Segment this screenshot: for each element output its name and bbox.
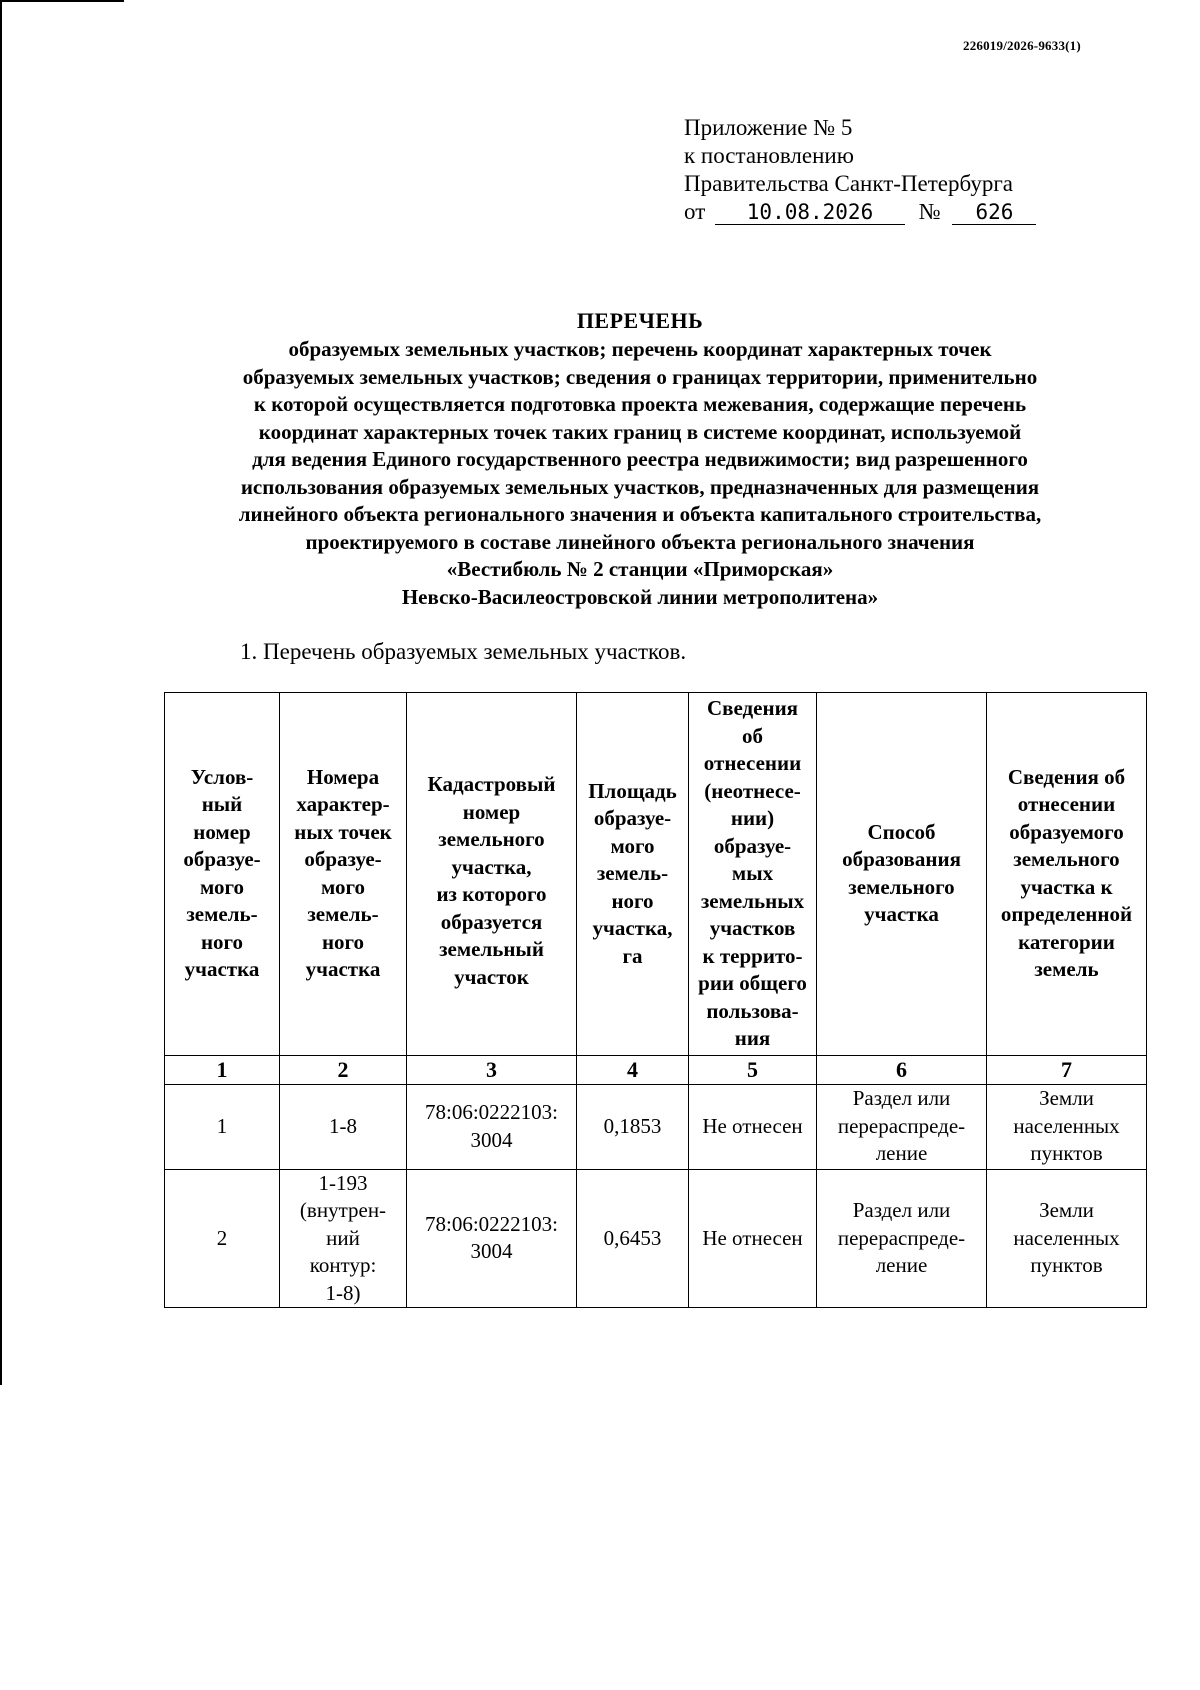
header-cadastral-number: Кадастровый номер земельного участка, из которого образуется земельный участок: [407, 693, 577, 1056]
title-line: «Вестибюль № 2 станции «Приморская»: [446, 557, 834, 581]
cell-cadastral-number: 78:06:0222103: 3004: [407, 1169, 577, 1308]
cell-formation-method: Раздел или перераспреде- ление: [817, 1084, 987, 1169]
column-number-row: [165, 1055, 1147, 1084]
cell-area: 0,1853: [577, 1084, 689, 1169]
land-plots-table: [164, 692, 1146, 1308]
section-heading: 1. Перечень образуемых земельных участков.: [240, 639, 687, 664]
title-line: образуемых земельных участков; перечень координат характерных точек: [288, 337, 992, 361]
title-line: координат характерных точек таких границ в системе координат, используемой: [258, 419, 1022, 444]
from-label: от: [684, 199, 706, 224]
number-label: №: [918, 199, 941, 224]
column-number: 5: [689, 1055, 817, 1084]
cell-land-category: Земли населенных пунктов: [987, 1084, 1147, 1169]
table-row: [165, 1169, 1147, 1308]
cell-area: 0,6453: [577, 1169, 689, 1308]
title-line: к которой осуществляется подготовка проекта межевания, содержащие перечень: [253, 392, 1027, 416]
title-line: образуемых земельных участков; сведения о границах территории, применительно: [242, 364, 1038, 389]
title-line: Невско-Василеостровской линии метрополитена»: [401, 584, 879, 609]
appendix-line-1: Приложение № 5: [684, 115, 853, 140]
cell-cadastral-number: 78:06:0222103: 3004: [407, 1084, 577, 1169]
document-registration-number: 226019/2026-9633(1): [963, 38, 1081, 53]
column-number: 7: [987, 1055, 1147, 1084]
cell-plot-number: 1: [165, 1084, 280, 1169]
cell-point-numbers: 1-8: [280, 1084, 407, 1169]
appendix-line-3: Правительства Санкт-Петербурга: [684, 171, 1013, 196]
header-plot-number: Услов- ный номер образуе- мого земель- ного участка: [165, 693, 280, 1056]
cell-public-use: Не отнесен: [689, 1084, 817, 1169]
title-line: линейного объекта регионального значения и объекта капитального строительства,: [238, 502, 1042, 526]
title-line: использования образуемых земельных участков, предназначенных для размещения: [240, 474, 1040, 499]
decree-number: 626: [952, 200, 1036, 225]
table-header-row: [165, 693, 1147, 1056]
cell-land-category: Земли населенных пунктов: [987, 1169, 1147, 1308]
title-main: ПЕРЕЧЕНЬ: [576, 308, 704, 333]
title-body: [150, 336, 1130, 611]
title-line: для ведения Единого государственного реестра недвижимости; вид разрешенного: [252, 447, 1028, 471]
column-number: 6: [817, 1055, 987, 1084]
scan-edge-top: [0, 0, 124, 2]
scan-edge-left: [0, 0, 2, 1385]
header-formation-method: Способ образования земельного участка: [817, 693, 987, 1056]
header-area: Площадь образуе- мого земель- ного участка, га: [577, 693, 689, 1056]
header-land-category: Сведения об отнесении образуемого земельного участка к определенной категории земель: [987, 693, 1147, 1056]
table-row: [165, 1084, 1147, 1169]
appendix-block: [684, 114, 1064, 226]
header-public-use: Сведения об отнесении (неотнесе- нии) образуе- мых земельных участков к террито- рии общего пользова- ния: [689, 693, 817, 1056]
appendix-line-2: к постановлению: [684, 143, 854, 168]
column-number: 3: [407, 1055, 577, 1084]
column-number: 4: [577, 1055, 689, 1084]
cell-formation-method: Раздел или перераспреде- ление: [817, 1169, 987, 1308]
header-point-numbers: Номера характер- ных точек образуе- мого земель- ного участка: [280, 693, 407, 1056]
cell-point-numbers: 1-193 (внутрен- ний контур: 1-8): [280, 1169, 407, 1308]
column-number: 2: [280, 1055, 407, 1084]
title-line: проектируемого в составе линейного объекта регионального значения: [305, 529, 975, 554]
appendix-date-line: [684, 198, 1064, 226]
document-title: [150, 306, 1130, 611]
cell-plot-number: 2: [165, 1169, 280, 1308]
decree-date: 10.08.2026: [715, 200, 905, 225]
cell-public-use: Не отнесен: [689, 1169, 817, 1308]
column-number: 1: [165, 1055, 280, 1084]
